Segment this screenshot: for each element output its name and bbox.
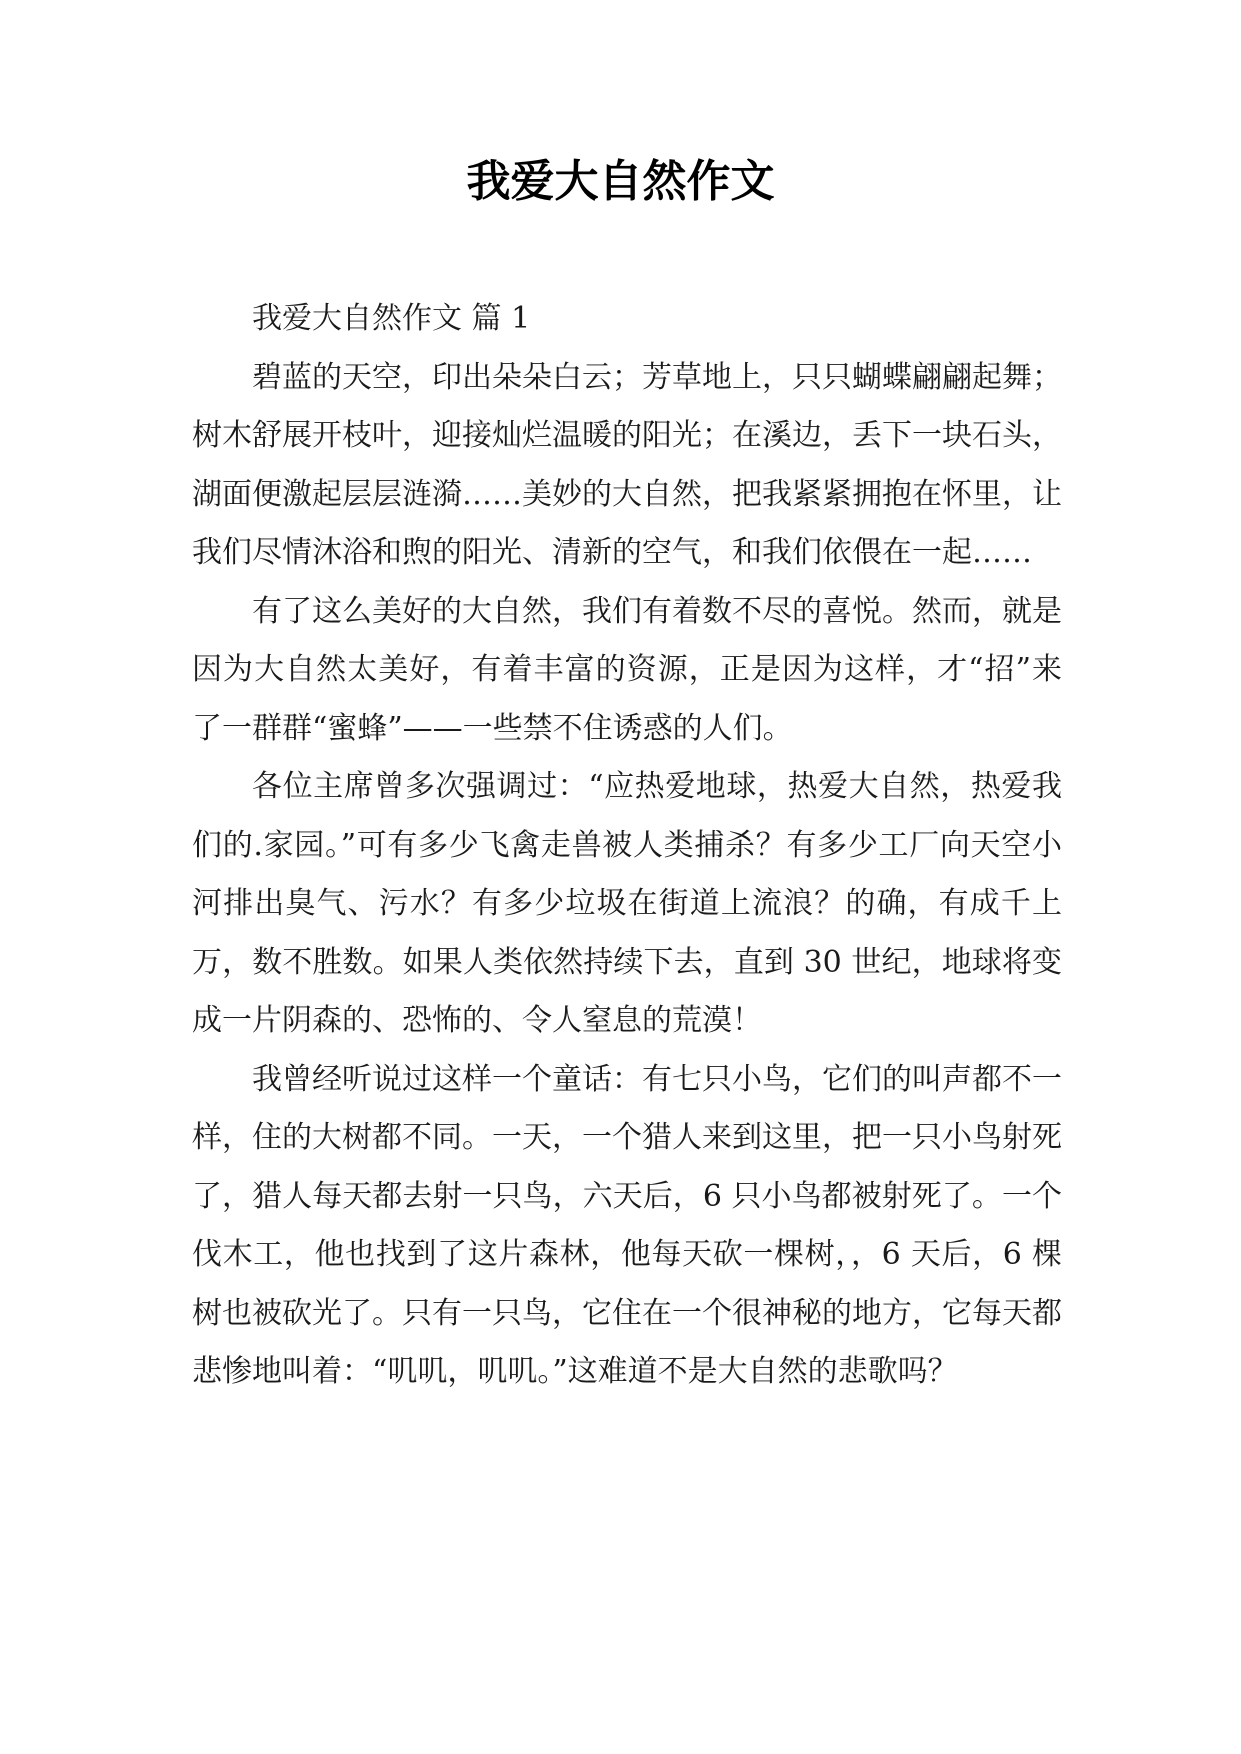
paragraph-1: 碧蓝的天空，印出朵朵白云；芳草地上，只只蝴蝶翩翩起舞；树木舒展开枝叶，迎接灿烂温暖的阳光；在溪边，丢下一块石头，湖面便激起层层涟漪……美妙的大自然，把我紧紧拥抱在怀里，让我们尽情沐浴和煦的阳光、清新的空气，和我们依偎在一起…… (192, 359, 1062, 570)
paragraph-2: 有了这么美好的大自然，我们有着数不尽的喜悦。然而，就是因为大自然太美好，有着丰富的资源，正是因为这样，才“招”来了一群群“蜜蜂”——一些禁不住诱惑的人们。 (192, 593, 1062, 746)
document-body (192, 290, 1062, 1402)
paragraph-4: 我曾经听说过这样一个童话：有七只小鸟，它们的叫声都不一样，住的大树都不同。一天，一个猎人来到这里，把一只小鸟射死了，猎人每天都去射一只鸟，六天后，6 只小鸟都被射死了。一个伐木工，他也找到了这片森林，他每天砍一棵树，，6 天后，6 棵树也被砍光了。只有一只鸟，它住在一个很神秘的地方，它每天都悲惨地叫着：“叽叽，叽叽。”这难道不是大自然的悲歌吗？ (192, 1061, 1062, 1389)
document-title: 我爱大自然作文 (466, 156, 775, 207)
section-heading: 我爱大自然作文 篇 1 (252, 301, 531, 336)
paragraph-3: 各位主席曾多次强调过：“应热爱地球，热爱大自然，热爱我们的.家园。”可有多少飞禽走兽被人类捕杀？有多少工厂向天空小河排出臭气、污水？有多少垃圾在街道上流浪？的确，有成千上万，数不胜数。如果人类依然持续下去，直到 30 世纪，地球将变成一片阴森的、恐怖的、令人窒息的荒漠！ (192, 769, 1062, 1038)
